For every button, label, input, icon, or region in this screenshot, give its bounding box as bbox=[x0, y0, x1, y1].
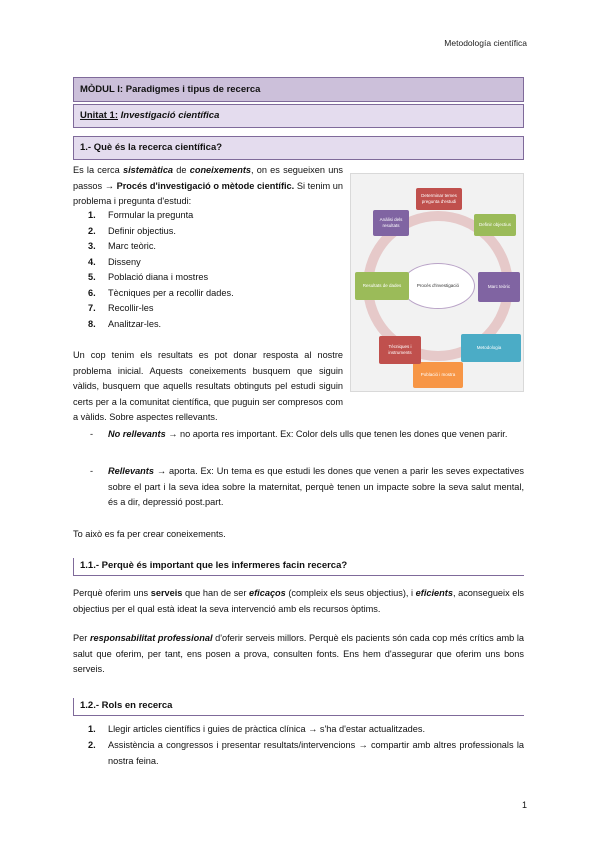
bullet-dash: - bbox=[90, 429, 94, 439]
bullet-rellevants bbox=[90, 464, 524, 512]
bullet-term: Rellevants bbox=[108, 466, 154, 476]
item-text: Recollir-les bbox=[108, 303, 154, 313]
text-run: Si tenim un problema i pregunta d'estudi: bbox=[73, 180, 343, 206]
section-1-2-title: 1.2.- Rols en recerca bbox=[73, 698, 524, 716]
item-text: Assistència a congressos i presentar resultats/intervencions → compartir amb altres professionals la nostra feina. bbox=[108, 740, 524, 766]
center-label: Procés d'investigació bbox=[401, 263, 475, 309]
list-item bbox=[88, 722, 524, 738]
text-emphasis: eficients bbox=[415, 588, 453, 598]
section-1-1-paragraph-2 bbox=[73, 631, 524, 678]
unit-title bbox=[73, 104, 524, 128]
item-number: 5. bbox=[88, 272, 96, 282]
section-1-1-paragraph-1 bbox=[73, 586, 524, 617]
module-title: MÒDUL I: Paradigmes i tipus de recerca bbox=[73, 77, 524, 102]
item-number: 4. bbox=[88, 256, 96, 267]
node-analisi: Anàlisi dels resultats bbox=[373, 210, 409, 236]
text-emphasis: serveis bbox=[150, 588, 183, 598]
item-text: Disseny bbox=[108, 256, 141, 267]
item-text: Tècniques per a recollir dades. bbox=[108, 287, 234, 298]
text-run: que han de ser bbox=[185, 588, 247, 598]
section-1-1-title: 1.1.- Perquè és important que les infermeres facin recerca? bbox=[73, 558, 524, 576]
text-run: d'oferir serveis millors. Perquè els pacients són cada cop més crítics amb la salut que oferim, per tant, ens posen a prova, consulten fonts. Ens hem d'assegurar que oferim uns bons serveis. bbox=[73, 633, 524, 674]
unit-name: Investigació científica bbox=[120, 110, 220, 121]
text-run: → aporta. Ex: Un tema es que estudi les dones que venen a parir les seves expectatives sobre el part i la seva idea sobre la maternitat, perquè tenen un impacte sobre la seva salut mental, és a dir, depressió post.part. bbox=[108, 466, 524, 507]
item-text: Definir objectius. bbox=[108, 225, 176, 236]
list-item bbox=[88, 301, 234, 317]
research-process-diagram bbox=[350, 173, 524, 392]
text-emphasis: sistemàtica bbox=[122, 165, 174, 175]
intro-paragraph bbox=[73, 163, 343, 210]
page-header: Metodología científica bbox=[444, 38, 527, 48]
bullet-term: No rellevants bbox=[108, 429, 166, 439]
list-item bbox=[88, 255, 234, 271]
text-run: → no aporta res important. Ex: Color dels ulls que tenen les dones que venen parir. bbox=[168, 429, 508, 439]
text-emphasis: Procés d'investigació o mètode científic. bbox=[116, 180, 295, 191]
item-number: 6. bbox=[88, 287, 96, 298]
item-number: 7. bbox=[88, 303, 96, 313]
item-text: Analitzar-les. bbox=[108, 318, 162, 329]
text-emphasis: coneixements bbox=[189, 165, 251, 175]
list-item bbox=[88, 208, 234, 224]
item-text: Formular la pregunta bbox=[108, 210, 194, 220]
text-run: (compleix els seus objectius), i bbox=[288, 588, 414, 598]
node-poblacio: Població i mostra bbox=[413, 362, 463, 388]
text-run: , on es segueixen uns passos → bbox=[73, 165, 344, 191]
bullet-dash: - bbox=[90, 466, 94, 476]
list-item bbox=[88, 239, 234, 255]
item-number: 2. bbox=[88, 740, 96, 750]
item-number: 3. bbox=[88, 241, 96, 251]
closing-text: To això es fa per crear coneixements. bbox=[73, 529, 226, 539]
item-number: 1. bbox=[88, 724, 96, 734]
list-item bbox=[88, 317, 234, 333]
list-item bbox=[88, 270, 234, 286]
bullet-no-rellevants bbox=[90, 427, 524, 459]
bullet-text bbox=[108, 464, 524, 511]
node-metodologia: Metodologia bbox=[461, 334, 517, 362]
item-text: Població diana i mostres bbox=[108, 272, 209, 282]
item-number: 2. bbox=[88, 225, 96, 236]
node-tecniques: Tècniques i instruments bbox=[379, 336, 421, 364]
bullet-text bbox=[108, 427, 524, 443]
text-emphasis: responsabilitat professional bbox=[89, 633, 213, 643]
text-run: Es la cerca bbox=[73, 165, 120, 175]
text-emphasis: eficaços bbox=[249, 588, 286, 598]
item-number: 1. bbox=[88, 210, 96, 220]
text-run: Perquè oferim uns bbox=[73, 588, 149, 598]
page-number: 1 bbox=[521, 800, 527, 810]
unit-label: Unitat 1: bbox=[80, 110, 118, 121]
list-item bbox=[88, 738, 524, 770]
item-text: Llegir articles científics i guies de pràctica clínica → s'ha d'estar actualitzades. bbox=[108, 724, 426, 734]
item-number: 8. bbox=[88, 318, 96, 329]
steps-list bbox=[88, 208, 234, 332]
text-run: , aconsegueix els objectius per el qual està ideat la seva intervenció amb els recursos òptims. bbox=[73, 588, 525, 614]
results-paragraph: Un cop tenim els resultats es pot donar resposta al nostre problema inicial. Aquests coneixements busquem que siguin vàlids, busquem que aquells resultats obtinguts pel estudi siguin certs per a la comunitat científica, que puguin ser compresos com a vàlids. Sobre aspectes rellevants. bbox=[73, 350, 343, 422]
item-text: Marc teòric. bbox=[108, 241, 156, 251]
section-title: 1.- Què és la recerca científica? bbox=[73, 136, 524, 160]
list-item bbox=[88, 286, 234, 302]
text-run: Per bbox=[73, 633, 88, 643]
text-run: de bbox=[176, 165, 187, 175]
node-objectius: Definir objectius bbox=[474, 214, 516, 236]
node-resultats: Resultats de dades bbox=[355, 272, 409, 300]
node-top: Determinar temes pregunta d'estudi bbox=[416, 188, 462, 210]
list-item bbox=[88, 224, 234, 240]
node-marc: Marc teòric bbox=[478, 272, 520, 302]
